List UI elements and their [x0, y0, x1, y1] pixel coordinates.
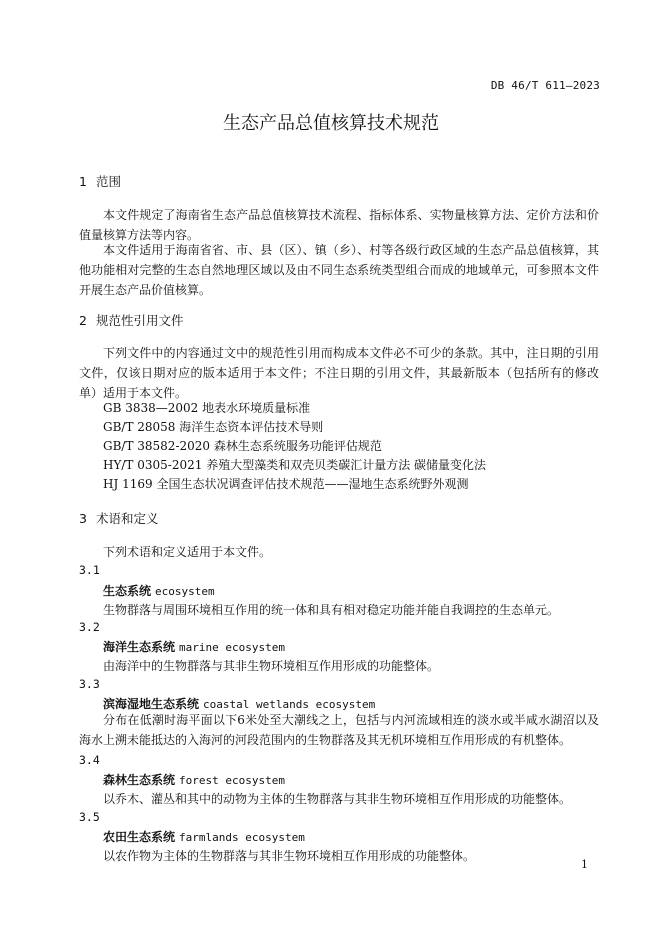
- section-title: 术语和定义: [96, 511, 159, 526]
- term-definition: 分布在低潮时海平面以下6米处至大潮线之上，包括与内河流域相连的淡水或半咸水湖沼以及海水上溯未能抵达的入海河的河段范围内的生物群落及其无机环境相互作用形成的有机整体。: [79, 713, 599, 747]
- term-definition: 由海洋中的生物群落与其非生物环境相互作用形成的功能整体。: [103, 659, 440, 673]
- reference-item: HY/T 0305-2021 养殖大型藻类和双壳贝类碳汇计量方法 碳储量变化法: [103, 458, 487, 472]
- reference-item: GB/T 38582-2020 森林生态系统服务功能评估规范: [103, 439, 382, 453]
- term-zh: 森林生态系统: [103, 773, 176, 787]
- term-title: [103, 582, 215, 599]
- term-zh: 滨海湿地生态系统: [103, 697, 200, 711]
- section-intro: 下列术语和定义适用于本文件。: [103, 545, 272, 559]
- term-number: 3.5: [79, 810, 100, 824]
- term-number: 3.2: [79, 620, 100, 634]
- section-number: 1: [79, 174, 87, 189]
- term-number: 3.3: [79, 677, 100, 691]
- document-code: DB 46/T 611—2023: [490, 79, 600, 92]
- document-title: 生态产品总值核算技术规范: [223, 113, 439, 134]
- term-en: marine ecosystem: [179, 641, 285, 654]
- term-definition: 生物群落与周围环境相互作用的统一体和具有相对稳定功能并能自我调控的生态单元。: [103, 603, 560, 617]
- term-en: forest ecosystem: [179, 774, 285, 787]
- term-title: [103, 638, 285, 655]
- paragraph: 本文件规定了海南省生态产品总值核算技术流程、指标体系、实物量核算方法、定价方法和价值量核算方法等内容。: [79, 208, 599, 242]
- reference-item: HJ 1169 全国生态状况调查评估技术规范——湿地生态系统野外观测: [103, 477, 469, 491]
- section-heading-terms-definitions: [79, 509, 159, 527]
- term-zh: 海洋生态系统: [103, 640, 176, 654]
- paragraph: 本文件适用于海南省省、市、县（区）、镇（乡）、村等各级行政区域的生态产品总值核算，其他功能相对完整的生态自然地理区域以及由不同生态系统类型组合而成的地域单元，可参照本文件开展生态产品价值核算。: [79, 243, 599, 297]
- reference-item: GB/T 28058 海洋生态资本评估技术导则: [103, 420, 324, 434]
- section-number: 2: [79, 313, 87, 328]
- term-zh: 农田生态系统: [103, 830, 176, 844]
- page-number: 1: [581, 858, 588, 871]
- term-definition: 以农作物为主体的生物群落与其非生物环境相互作用形成的功能整体。: [103, 849, 476, 863]
- term-title: [103, 828, 305, 845]
- term-en: ecosystem: [155, 585, 215, 598]
- section-heading-scope: [79, 172, 121, 190]
- term-definition: 以乔木、灌丛和其中的动物为主体的生物群落与其非生物环境相互作用形成的功能整体。: [103, 792, 572, 806]
- term-number: 3.4: [79, 753, 100, 767]
- section-title: 规范性引用文件: [96, 313, 184, 328]
- term-zh: 生态系统: [103, 584, 152, 598]
- paragraph: 下列文件中的内容通过文中的规范性引用而构成本文件必不可少的条款。其中，注日期的引用文件，仅该日期对应的版本适用于本文件；不注日期的引用文件，其最新版本（包括所有的修改单）适用于本文件。: [79, 346, 599, 400]
- term-en: farmlands ecosystem: [179, 831, 305, 844]
- term-title: [103, 771, 285, 788]
- section-title: 范围: [96, 174, 122, 189]
- term-en: coastal wetlands ecosystem: [203, 698, 376, 711]
- section-heading-normative-references: [79, 311, 184, 329]
- reference-item: GB 3838—2002 地表水环境质量标准: [103, 401, 311, 415]
- section-number: 3: [79, 511, 87, 526]
- term-number: 3.1: [79, 563, 100, 577]
